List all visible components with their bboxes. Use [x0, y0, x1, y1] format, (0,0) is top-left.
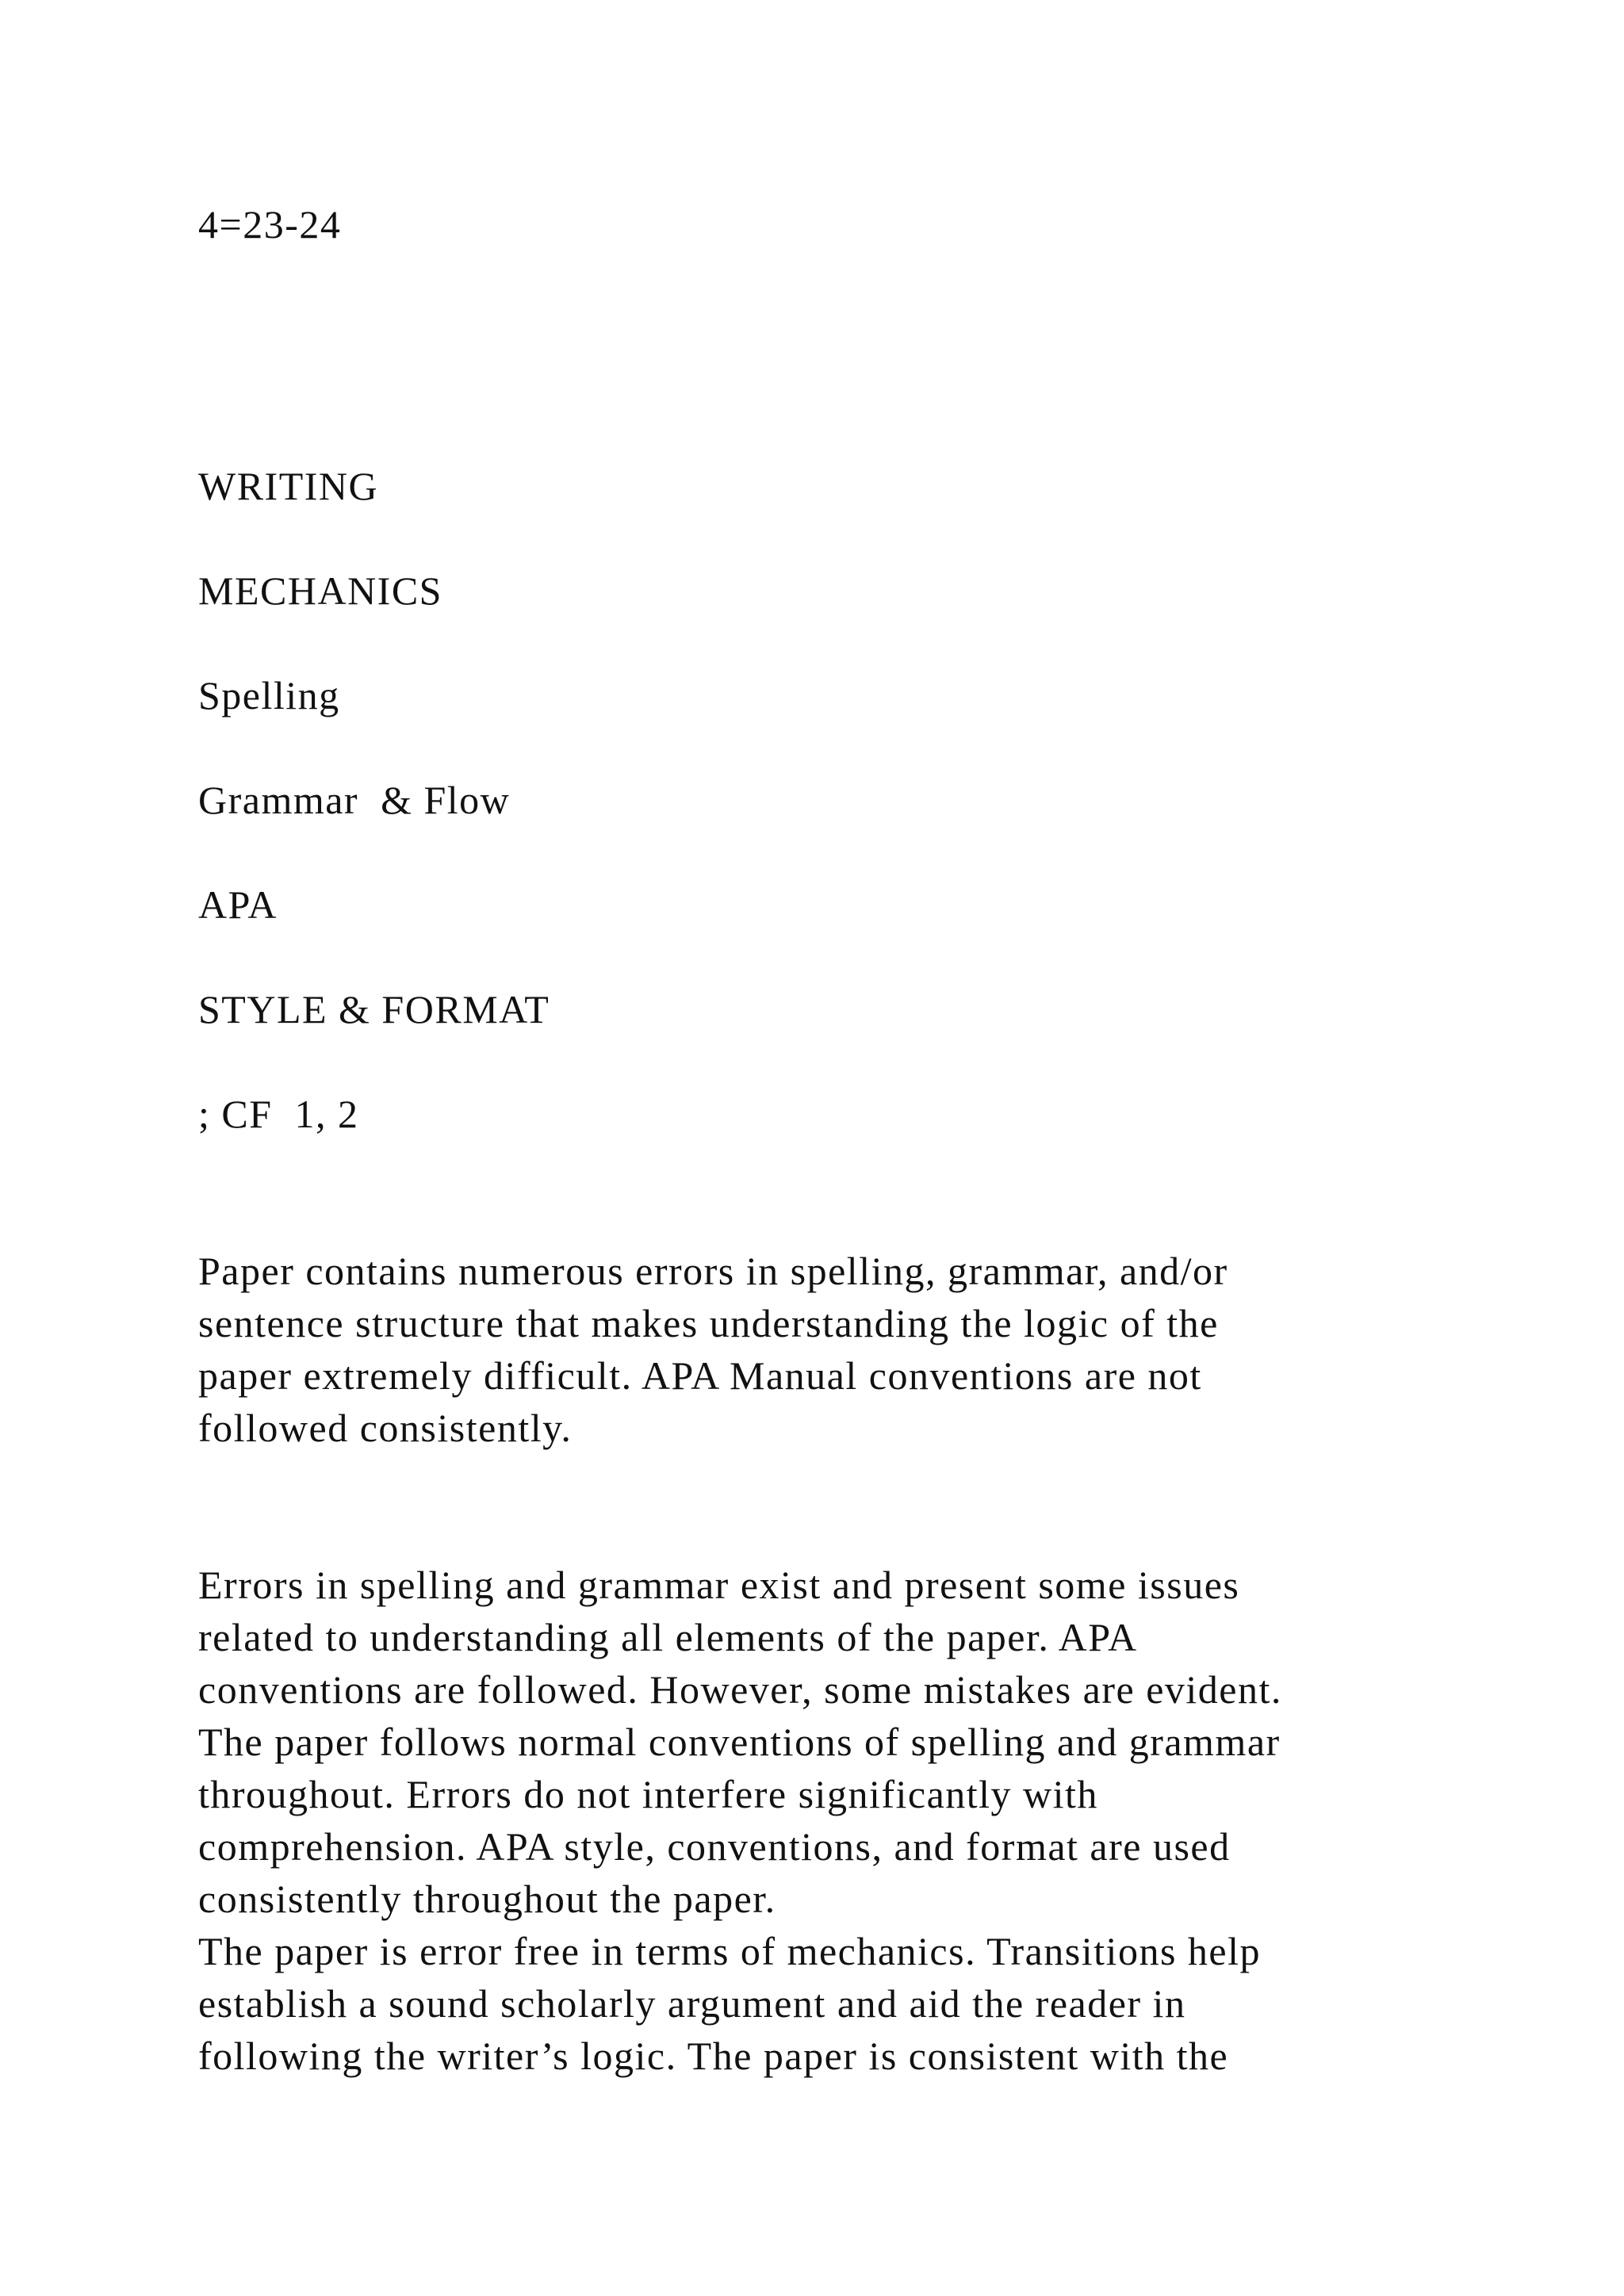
criterion-line: Paper contains numerous errors in spelling, grammar, and/or [198, 1249, 1228, 1293]
criterion-line: The paper follows normal conventions of spelling and grammar [198, 1720, 1281, 1764]
criterion-line: The paper is error free in terms of mechanics. Transitions help [198, 1929, 1261, 1973]
criterion-level-1 [198, 1245, 1435, 1454]
criterion-line: following the writer’s logic. The paper is consistent with the [198, 2034, 1229, 2078]
label-spelling: Spelling [198, 673, 340, 718]
criterion-level-2 [198, 1559, 1435, 1716]
label-grammar-flow: Grammar & Flow [198, 778, 511, 822]
criterion-level-4 [198, 1925, 1435, 2082]
criterion-line: sentence structure that makes understanding the logic of the [198, 1301, 1219, 1345]
label-mechanics: MECHANICS [198, 568, 442, 613]
criterion-line: paper extremely difficult. APA Manual conventions are not [198, 1353, 1202, 1398]
label-cf: ; CF 1, 2 [198, 1092, 359, 1136]
criterion-line: Errors in spelling and grammar exist and present some issues [198, 1563, 1240, 1607]
criterion-line: throughout. Errors do not interfere significantly with [198, 1772, 1098, 1816]
label-apa: APA [198, 882, 278, 927]
label-writing: WRITING [198, 464, 379, 508]
criterion-level-3 [198, 1716, 1435, 1925]
criterion-line: consistently throughout the paper. [198, 1877, 776, 1921]
label-style-format: STYLE & FORMAT [198, 987, 550, 1031]
criterion-line: comprehension. APA style, conventions, and format are used [198, 1824, 1231, 1869]
page-code: 4=23-24 [198, 202, 342, 247]
criterion-line: establish a sound scholarly argument and aid the reader in [198, 1981, 1186, 2026]
criterion-line: followed consistently. [198, 1406, 573, 1450]
criterion-line: conventions are followed. However, some mistakes are evident. [198, 1667, 1282, 1712]
criterion-line: related to understanding all elements of the paper. APA [198, 1615, 1138, 1659]
